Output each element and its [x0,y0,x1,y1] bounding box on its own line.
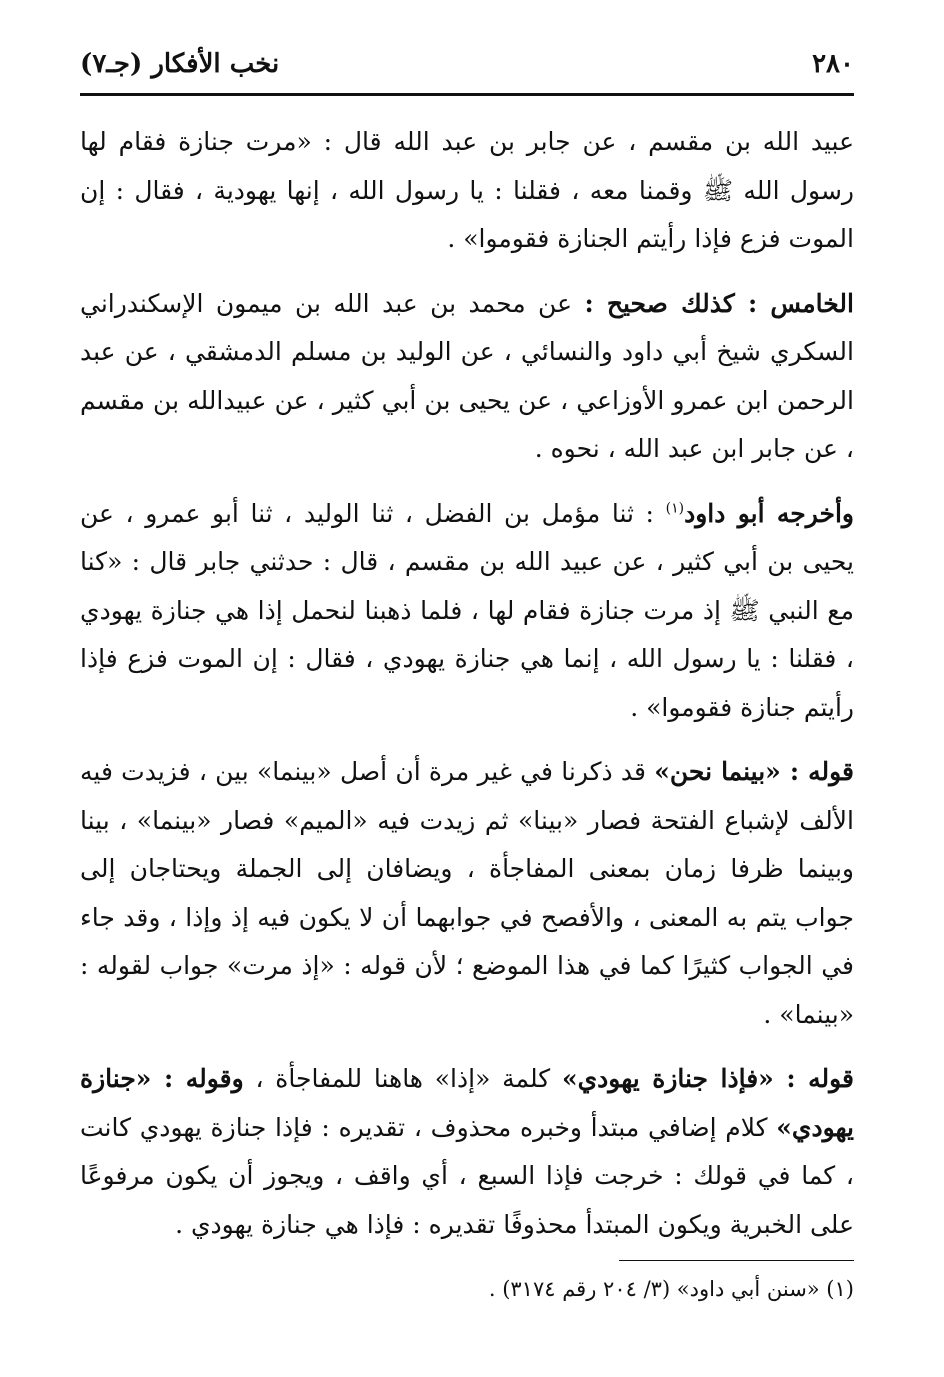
paragraph-lead: قوله : «بينما نحن» [654,757,854,786]
paragraph-text: عن محمد بن عبد الله بن ميمون الإسكندراني السكري شيخ أبي داود والنسائي ، عن الوليد بن مسلم الدمشقي ، عن عبد الرحمن ابن عمرو الأوزاعي ، عن يحيى بن أبي كثير ، عن عبيدالله بن مقسم ، عن جابر ابن عبد الله ، نحوه . [80,288,854,463]
paragraph [80,118,854,264]
paragraph-text: كلام إضافي مبتدأ وخبره محذوف ، تقديره : فإذا جنازة يهودي كانت ، كما في قولك : خرجت فإذا السبع ، أي واقف ، ويجوز أن يكون مرفوعًا على الخبرية ويكون المبتدأ محذوفًا تقديره : فإذا هي جنازة يهودي . [80,1112,854,1239]
paragraph [80,1055,854,1249]
paragraph [80,748,854,1039]
paragraph-text: : ثنا مؤمل بن الفضل ، ثنا الوليد ، ثنا أبو عمرو ، عن يحيى بن أبي كثير ، عن عبيد الله بن مقسم ، قال : حدثني جابر قال : «كنا مع النبي ﷺ إذ مرت جنازة فقام لها ، فلما ذهبنا لنحمل إذا هي جنازة يهودي ، فقلنا : يا رسول الله ، إنما هي جنازة يهودي ، فقال : إن الموت فزع فإذا رأيتم جنازة فقوموا» . [80,498,854,722]
paragraph-text: عبيد الله بن مقسم ، عن جابر بن عبد الله قال : «مرت جنازة فقام لها رسول الله ﷺ وقمنا معه ، فقلنا : يا رسول الله ، إنها يهودية ، فقال : إن الموت فزع فإذا رأيتم الجنازة فقوموا» . [80,127,854,253]
paragraph-lead: وقوله : «جنازة يهودي» [80,1064,854,1142]
paragraph-lead: وأخرجه أبو داود [684,498,855,528]
page-header [80,40,854,88]
footnote-ref: (١) [665,500,685,517]
paragraph [80,280,854,474]
paragraph [80,490,854,733]
book-title: نخب الأفكار (جـ٧) [80,49,280,79]
paragraph-lead: قوله : «فإذا جنازة يهودي» [561,1064,854,1093]
page-number: ٢٨٠ [812,49,854,79]
header-rule [80,93,854,96]
page-body [80,118,854,1265]
paragraph-text: قد ذكرنا في غير مرة أن أصل «بينما» بين ، فزيدت فيه الألف لإشباع الفتحة فصار «بينا» ثم زيدت فيه «الميم» فصار «بينما» ، بينا وبينما ظرفا زمان بمعنى المفاجأة ، ويضافان إلى الجملة ويحتاجان إلى جواب يتم به المعنى ، والأفصح في جوابهما أن لا يكون فيه إذ وإذا ، وقد جاء في الجواب كثيرًا كما في هذا الموضع ؛ لأن قوله : «إذ مرت» جواب لقوله : «بينما» . [80,757,854,1029]
footnote: (١) «سنن أبي داود» (٣/ ٢٠٤ رقم ٣١٧٤) . [488,1277,854,1301]
footnote-rule [619,1260,854,1261]
paragraph-lead: الخامس : كذلك صحيح : [584,288,854,318]
paragraph-text: كلمة «إذا» هاهنا للمفاجأة ، [243,1064,562,1093]
